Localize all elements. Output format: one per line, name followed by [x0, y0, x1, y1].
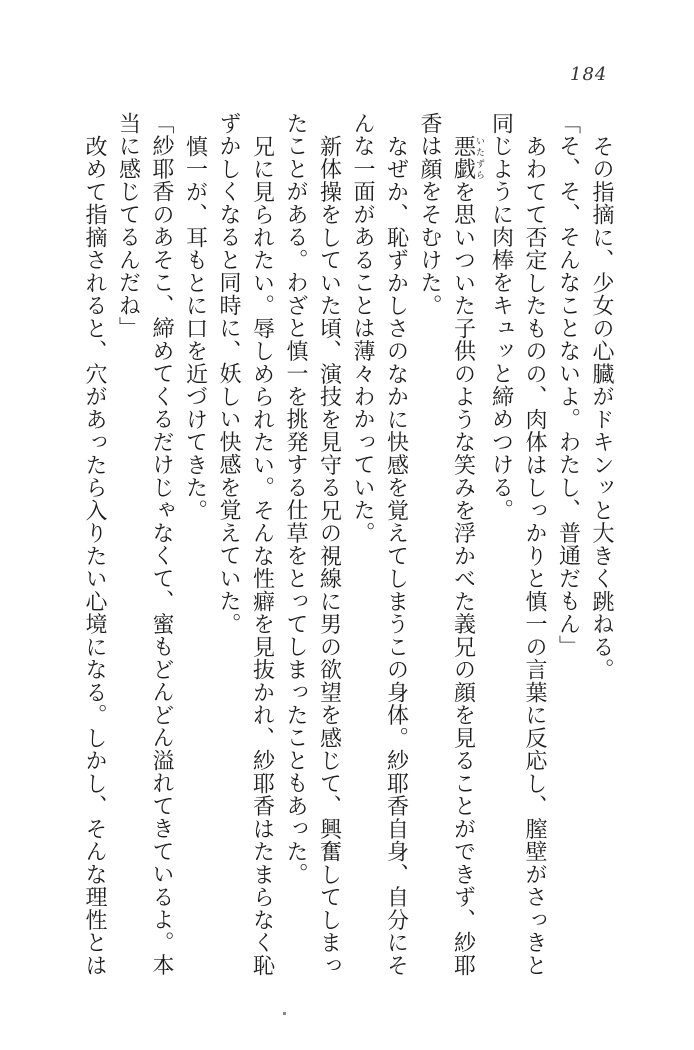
- paragraph: 新体操をしていた頃、演技を見守る兄の視線に男の欲望を感じて、興奮してしまったことがある。わざと慎一を挑発する仕草をとってしまったこともあった。: [283, 112, 342, 977]
- paragraph: 「紗耶香のあそこ、締めてくるだけじゃなくて、蜜もどんどん溢れてきているよ。本当に感じてるんだね」: [115, 112, 174, 977]
- ruby-annotated-word: 悪戯いたずら: [450, 135, 484, 181]
- paragraph: 改めて指摘されると、穴があったら入りたい心境になる。しかし、そんな理性とは: [82, 135, 107, 977]
- paragraph: なぜか、恥ずかしさのなかに快感を覚えてしまうこの身体。紗耶香自身、自分にそんな一面があることは薄々わかっていた。: [350, 112, 409, 977]
- print-speck: [283, 1012, 286, 1015]
- paragraph: その指摘に、少女の心臓がドキンッと大きく跳ねる。: [589, 135, 614, 681]
- paragraph: 「そ、そ、そんなことないよ。わたし、普通だもん」: [555, 112, 581, 658]
- body-text: [76, 112, 618, 978]
- paragraph: 悪戯いたずらを思いついた子供のような笑みを浮かべた義兄の顔を見ることができず、紗耶香は顔をそむけた。: [417, 112, 484, 977]
- paragraph: あわてて否定したものの、肉体はしっかりと慎一の言葉に反応し、膣壁がさっきと同じように肉棒をキュッと締めつける。: [488, 112, 547, 977]
- page-number: 184: [570, 64, 608, 85]
- paragraph: 兄に見られたい。辱しめられたい。そんな性癖を見抜かれ、紗耶香はたまらなく恥ずかしくなると同時に、妖しい快感を覚えていた。: [216, 112, 275, 977]
- paragraph: 慎一が、耳もとに口を近づけてきた。: [182, 135, 208, 522]
